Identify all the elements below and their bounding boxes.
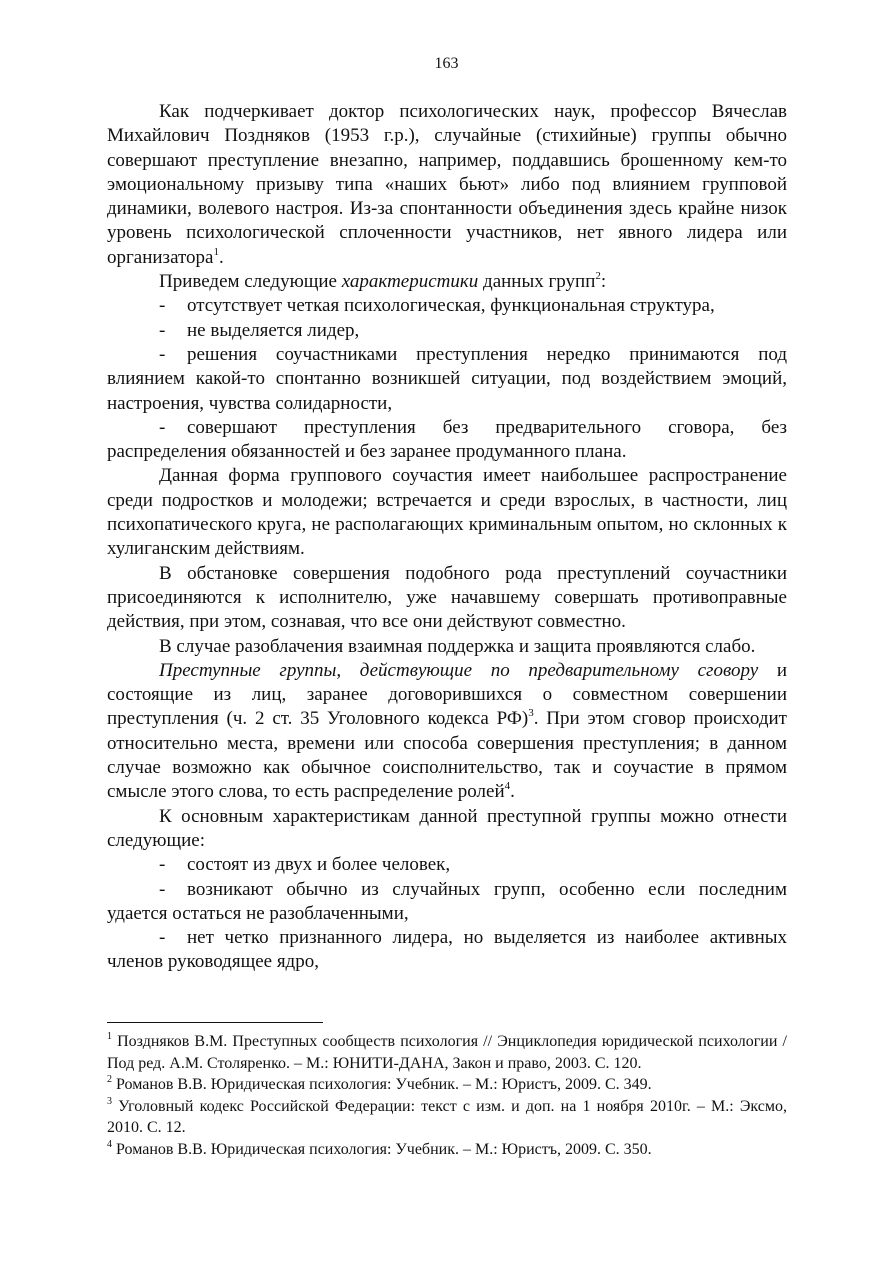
paragraph: В обстановке совершения подобного рода преступлений соучастники присоединяются к исполнителю, уже начавшему совершать противоправные действия, при этом, сознавая, что все они действуют совместно.	[107, 562, 787, 633]
list-item	[107, 853, 787, 877]
list-item	[107, 878, 787, 927]
paragraph: В случае разоблачения взаимная поддержка и защита проявляются слабо.	[159, 635, 756, 657]
footnote-number: 4	[107, 1138, 112, 1150]
footnote-ref: 2	[595, 270, 601, 283]
paragraph-text: Приведем следующие	[159, 271, 342, 293]
paragraph: К основным характеристикам данной преступной группы можно отнести следующие:	[107, 805, 787, 851]
footnote-number: 3	[107, 1095, 112, 1107]
paragraph-text: данных групп	[478, 271, 596, 293]
list-item-text: не выделяется лидер,	[187, 319, 360, 341]
punctuation: .	[510, 781, 515, 803]
list-item-text: отсутствует четкая психологическая, функциональная структура,	[187, 295, 715, 317]
paragraph	[107, 270, 787, 294]
footnote-text: Поздняков В.М. Преступных сообществ психология // Энциклопедия юридической психологии / Под ред. А.М. Столяренко. – М.: ЮНИТИ-ДАНА, Закон и право, 2003. С. 120.	[107, 1033, 787, 1072]
list-item-text: совершают преступления без предварительного сговора, без распределения обязанностей и без заранее продуманного плана.	[107, 416, 787, 463]
list-dash: -	[159, 927, 166, 949]
list-dash: -	[159, 854, 166, 876]
list-dash: -	[159, 343, 166, 365]
paragraph	[107, 100, 787, 270]
footnote-ref: 3	[528, 707, 534, 720]
footnotes	[107, 1031, 787, 1160]
body-text	[107, 100, 787, 975]
paragraph-text: Как подчеркивает доктор психологических наук, профессор Вячеслав Михайлович Поздняков (1953 г.р.), случайные (стихийные) группы обычно совершают преступление внезапно, например, поддавшись брошенному кем-то эмоциональному призыву типа «наших бьют» либо под влиянием групповой динамики, волевого настроя. Из-за спонтанности объединения здесь крайне низок уровень психологической сплоченности участников, нет явного лидера или организатора	[107, 101, 787, 268]
footnote-text: Романов В.В. Юридическая психология: Учебник. – М.: Юристъ, 2009. С. 349.	[116, 1076, 652, 1093]
list-item	[107, 343, 787, 416]
footnote-ref: 1	[213, 245, 219, 258]
footnote-number: 2	[107, 1074, 112, 1085]
paragraph: Данная форма группового соучастия имеет наибольшее распространение среди подростков и молодежи; встречается и среди взрослых, в частности, лиц психопатического круга, не располагающих криминальным опытом, но склонных к хулиганским действиям.	[107, 465, 787, 560]
footnote-text: Уголовный кодекс Российской Федерации: текст с изм. и доп. на 1 ноября 2010г. – М.: Эксмо, 2010. С. 12.	[107, 1097, 788, 1136]
footnote	[107, 1096, 787, 1139]
paragraph	[107, 659, 787, 805]
footnote-ref: 4	[504, 780, 511, 793]
footnote-number: 1	[107, 1031, 112, 1042]
list-item	[107, 926, 787, 975]
list-item	[107, 416, 787, 465]
footnote-text: Романов В.В. Юридическая психология: Учебник. – М.: Юристъ, 2009. С. 350.	[116, 1140, 652, 1158]
punctuation: :	[600, 271, 607, 293]
paragraph-text: . При этом сговор происходит относительно места, времени или способа совершения преступления; в данном случае возможно как обычное соисполнительство, так и соучастие в прямом смысле этого слова, то есть распределение ролей	[107, 708, 787, 803]
footnote	[107, 1031, 787, 1074]
paragraph-text: и состоящие из лиц, заранее договорившихся о совместном совершении преступления (ч. 2 ст. 35 Уголовного кодекса РФ)	[107, 659, 787, 730]
list-item	[107, 319, 787, 343]
page-number: 163	[434, 55, 459, 72]
list-item-text: состоят из двух и более человек,	[187, 854, 451, 876]
list-dash: -	[159, 416, 166, 438]
footnote	[107, 1074, 787, 1096]
italic-term: Преступные группы, действующие по предварительному сговору	[159, 659, 759, 681]
footnote-separator	[107, 1022, 323, 1023]
list-dash: -	[159, 319, 166, 341]
list-dash: -	[159, 878, 166, 900]
footnote	[107, 1139, 787, 1161]
list-item-text: решения соучастниками преступления нередко принимаются под влиянием какой-то спонтанно возникшей ситуации, под воздействием эмоций, настроения, чувства солидарности,	[107, 343, 787, 414]
italic-term: характеристики	[341, 271, 479, 293]
list-item-text: нет четко признанного лидера, но выделяется из наиболее активных членов руководящее ядро,	[107, 927, 787, 973]
list-item-text: возникают обычно из случайных групп, особенно если последним удается остаться не разоблаченными,	[107, 878, 787, 924]
punctuation: .	[219, 246, 224, 268]
list-item	[107, 294, 787, 318]
list-dash: -	[159, 295, 166, 317]
